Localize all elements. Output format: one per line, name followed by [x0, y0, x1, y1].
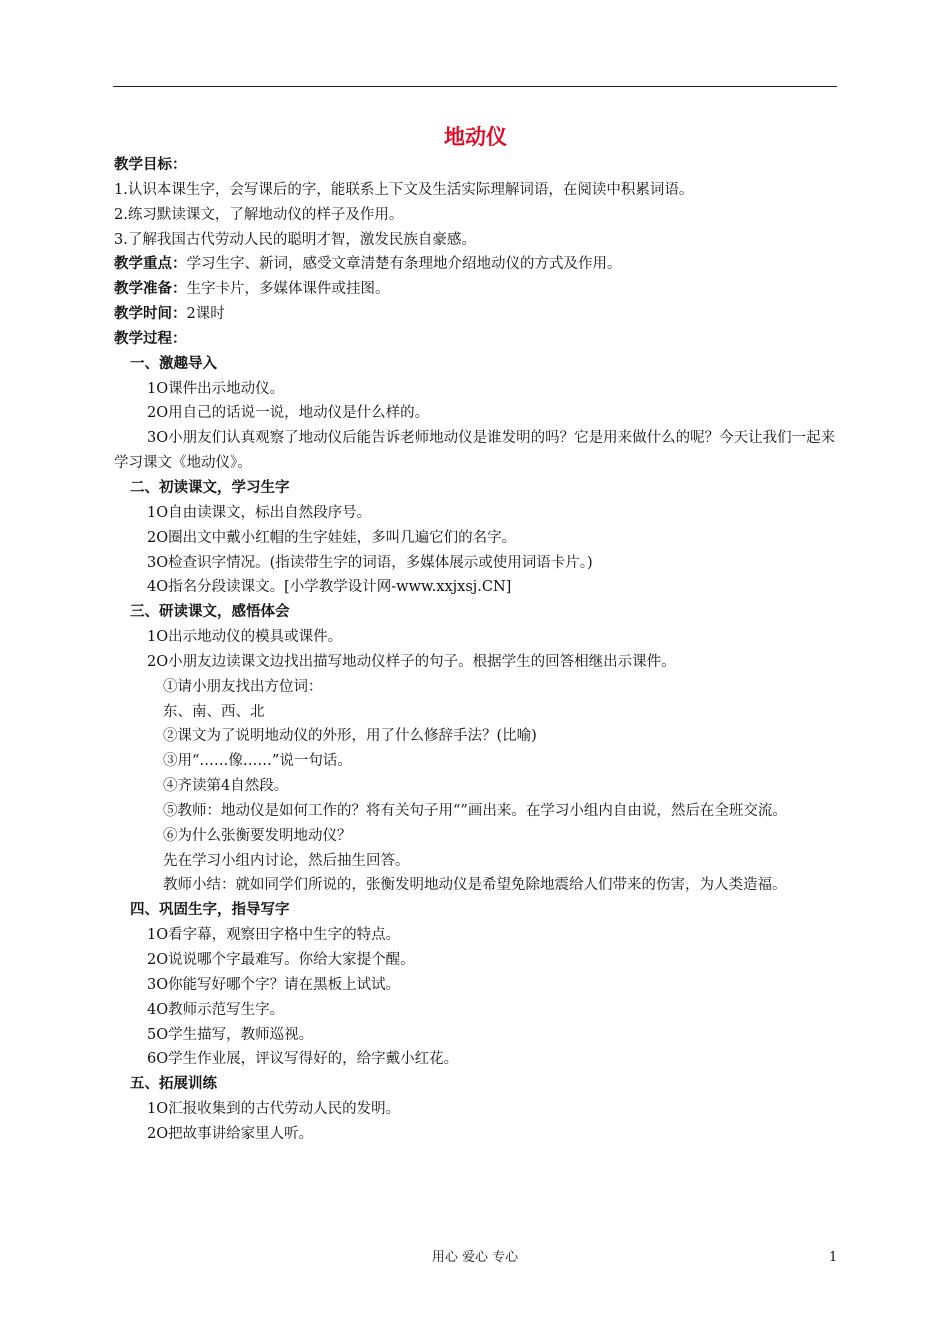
- list-item: 3O检查识字情况。(指读带生字的词语，多媒体展示或使用词语卡片。): [147, 554, 593, 571]
- section-heading: 四、巩固生字，指导写字: [130, 901, 290, 919]
- sub-item: ①请小朋友找出方位词：: [163, 678, 323, 695]
- objective-item: 1.认识本课生字，会写课后的字，能联系上下文及生活实际理解词语，在阅读中积累词语。: [114, 181, 694, 198]
- document-body: [114, 124, 837, 1147]
- list-item: 2O说说哪个字最难写。你给大家提个醒。: [147, 952, 415, 968]
- preparation: [114, 277, 837, 302]
- list-item: 4O指名分段读课文。[小学教学设计网-www.xxjxsj.CN]: [147, 579, 512, 596]
- sub-item: 东、南、西、北: [163, 703, 265, 720]
- key-points-text: 学习生字、新词，感受文章清楚有条理地介绍地动仪的方式及作用。: [186, 256, 622, 273]
- teaching-time: [114, 302, 837, 327]
- list-item: 5O学生描写，教师巡视。: [147, 1026, 314, 1043]
- process-heading: 教学过程：: [114, 329, 187, 347]
- teaching-time-text: 2课时: [186, 306, 225, 323]
- list-item: 6O学生作业展，评议写得好的，给字戴小红花。: [147, 1051, 459, 1068]
- list-item: 1O汇报收集到的古代劳动人民的发明。: [147, 1101, 401, 1118]
- sub-item: ⑤教师：地动仪是如何工作的？将有关句子用“”画出来。在学习小组内自由说，然后在全班交流。: [163, 802, 787, 819]
- list-item: 4O教师示范写生字。: [147, 1001, 285, 1018]
- preparation-text: 生字卡片，多媒体课件或挂图。: [186, 281, 390, 298]
- sub-item: ③用“……像……”说一句话。: [163, 753, 352, 770]
- objective-item: 2.练习默读课文，了解地动仪的样子及作用。: [114, 206, 404, 223]
- header-rule: [113, 86, 837, 87]
- list-item: 3O你能写好哪个字？请在黑板上试试。: [147, 976, 401, 993]
- document-title: 地动仪: [444, 124, 507, 149]
- section-heading: 二、初读课文，学习生字: [130, 478, 290, 496]
- page-number: 1: [829, 1250, 838, 1265]
- section-heading: 一、激趣导入: [130, 354, 217, 372]
- key-points-label: 教学重点：: [114, 255, 187, 273]
- objective-item: 3.了解我国古代劳动人民的聪明才智，激发民族自豪感。: [114, 231, 476, 248]
- preparation-label: 教学准备：: [114, 280, 187, 298]
- list-item: 2O把故事讲给家里人听。: [147, 1125, 314, 1142]
- list-item: 2O用自己的话说一说，地动仪是什么样的。: [147, 405, 430, 422]
- teacher-summary: 教师小结：就如同学们所说的，张衡发明地动仪是希望免除地震给人们带来的伤害，为人类造福。: [163, 877, 787, 894]
- list-item: 2O圈出文中戴小红帽的生字娃娃，多叫几遍它们的名字。: [147, 529, 517, 546]
- sub-item: ②课文为了说明地动仪的外形，用了什么修辞手法？(比喻): [163, 728, 537, 745]
- list-item: 1O课件出示地动仪。: [147, 380, 285, 397]
- list-item: 1O看字幕，观察田字格中生字的特点。: [147, 927, 401, 944]
- section-heading: 三、研读课文，感悟体会: [130, 603, 290, 621]
- page-footer: 用心 爱心 专心: [431, 1250, 519, 1265]
- key-points: [114, 252, 837, 277]
- list-item: 1O出示地动仪的模具或课件。: [147, 629, 343, 646]
- section-heading: 五、拓展训练: [130, 1075, 217, 1093]
- objectives-heading: 教学目标：: [114, 156, 187, 173]
- teaching-time-label: 教学时间：: [114, 305, 187, 323]
- list-item: 1O自由读课文，标出自然段序号。: [147, 504, 372, 521]
- sub-item: 先在学习小组内讨论，然后抽生回答。: [163, 852, 410, 869]
- list-item: 3O小朋友们认真观察了地动仪后能告诉老师地动仪是谁发明的吗？它是用来做什么的呢？今天让我们一起来学习课文《地动仪》。: [114, 430, 836, 472]
- sub-item: ④齐读第4自然段。: [163, 778, 289, 795]
- sub-item: ⑥为什么张衡要发明地动仪？: [163, 827, 352, 844]
- list-item: 2O小朋友边读课文边找出描写地动仪样子的句子。根据学生的回答相继出示课件。: [147, 653, 676, 670]
